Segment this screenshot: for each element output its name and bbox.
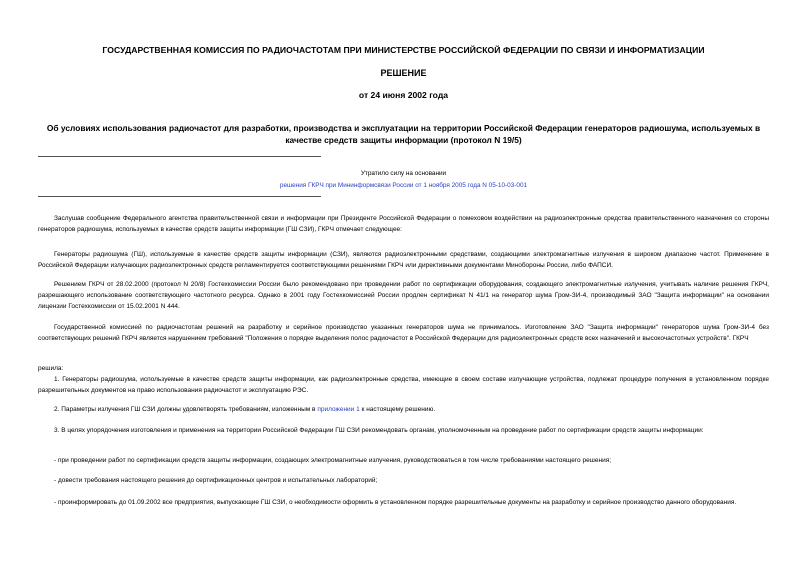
paragraph-intro: Заслушав сообщение Федерального агентства правительственной связи и информации при Президенте Российской Федерации о помеховом воздействии на радиоэлектронные средства правительственного назначения со стороны генераторов радиошума, используемых в качестве средств защиты информации (ГШ СЗИ), ГКРЧ отмечает следующее: [38, 215, 769, 233]
status-note: Утратило силу на основании [360, 170, 447, 177]
paragraph-violation: Государственной комиссией по радиочастотам решений на разработку и серийное производство указанных генераторов шума не принималось. Изготовление ЗАО "Защита информации" генераторов шума Гром-ЗИ-4 без соответствующих решений ГКРЧ является нарушением требований "Положения о порядке выделения полос радиочастот в Российской Федерации для радиоэлектронных средств всех назначений и высокочастотных устройств". ГКРЧ [38, 324, 769, 342]
repeal-decision-link[interactable]: решения ГКРЧ при Мининформсвязи России от 1 ноября 2005 года N 05-10-03-001 [279, 182, 528, 189]
item-3-dash-1: - при проведении работ по сертификации средств защиты информации, создающих электромагнитные излучения, руководствоваться в том числе требованиями настоящего решения; [54, 457, 612, 464]
item-3: 3. В целях упорядочения изготовления и применения на территории Российской Федерации ГШ СЗИ рекомендовать органам, уполномоченным на проведение работ по сертификации средств защиты информации: [54, 427, 704, 434]
item-2-text-before: 2. Параметры излучения ГШ СЗИ должны удовлетворять требованиям, изложенным в [54, 406, 318, 413]
divider-top [38, 156, 321, 157]
commission-heading: ГОСУДАРСТВЕННАЯ КОМИССИЯ ПО РАДИОЧАСТОТАМ ПРИ МИНИСТЕРСТВЕ РОССИЙСКОЙ ФЕДЕРАЦИИ ПО СВЯЗИ И ИНФОРМАТИЗАЦИИ [102, 45, 705, 55]
paragraph-previous-decision: Решением ГКРЧ от 28.02.2000 (протокол N 20/8) Гостехкомиссии России было рекомендовано при проведении работ по сертификации оборудования, создающего электромагнитные излучения, учитывать наличие решения ГКРЧ, разрешающего использование соответствующего частотного ресурса. Однако в 2001 году Гостехкомиссией России продлен сертификат N 41/1 на генератор шума Гром-ЗИ-4, производимый ЗАО "Защита информации" на основании лицензии Гостехкомиссии от 15.02.2001 N 444. [38, 281, 769, 310]
status-line [38, 182, 769, 189]
document-title: Об условиях использования радиочастот для разработки, производства и эксплуатации на территории Российской Федерации генераторов радиошума, используемых в качестве средств защиты информации (протокол N 19/5) [46, 123, 761, 145]
divider-bottom [38, 196, 321, 197]
document-date: от 24 июня 2002 года [358, 90, 449, 100]
appendix-1-link[interactable]: приложении 1 [317, 406, 360, 413]
item-1: 1. Генераторы радиошума, используемые в качестве средств защиты информации, как радиоэлектронные средства, имеющие в своем составе излучающие устройства, подлежат процедуре получения в установленном порядке разрешительных документов на право использования радиочастот и эксплуатацию РЭС. [38, 376, 769, 394]
item-3-dash-3: - проинформировать до 01.09.2002 все предприятия, выпускающие ГШ СЗИ, о необходимости оформить в установленном порядке разрешительные документы на разработку и серийное производство данного оборудования. [54, 499, 737, 506]
item-2 [38, 404, 769, 415]
decided-label: решила: [38, 365, 64, 372]
document-type: РЕШЕНИЕ [380, 68, 427, 78]
paragraph-generators: Генераторы радиошума (ГШ), используемые в качестве средств защиты информации (СЗИ), являются радиоэлектронными средствами, создающими электромагнитные излучения в широком диапазоне частот. Применение в Российской Федерации излучающих радиоэлектронных средств регламентируется соответствующими решениями ГКРЧ или директивными документами Минобороны России, либо ФАПСИ. [38, 251, 769, 269]
item-3-dash-2: - довести требования настоящего решения до сертификационных центров и испытательных лабораторий; [54, 477, 378, 484]
item-2-text-after: к настоящему решению. [359, 406, 436, 413]
